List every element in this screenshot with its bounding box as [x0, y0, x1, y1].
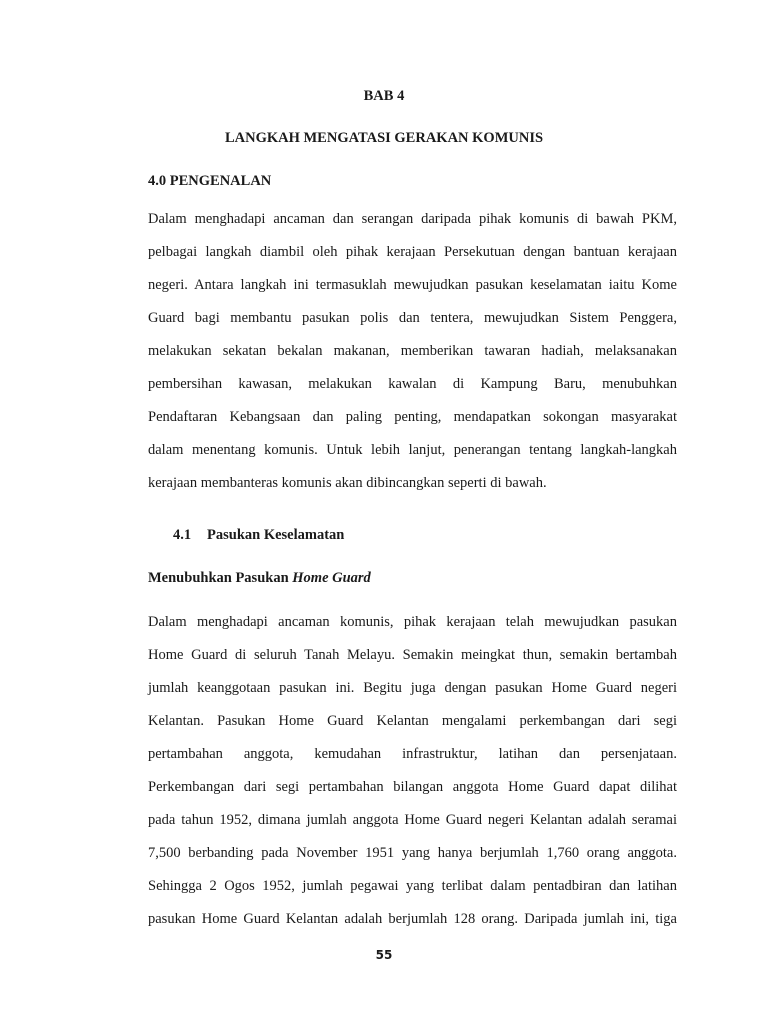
- paragraph-line: Home Guard di seluruh Tanah Melayu. Semakin meingkat thun, semakin bertambah: [148, 647, 677, 663]
- paragraph-line: pertambahan anggota, kemudahan infrastruktur, latihan dan persenjataan.: [148, 746, 677, 762]
- paragraph-line: pembersihan kawasan, melakukan kawalan di Kampung Baru, menubuhkan: [148, 376, 677, 392]
- paragraph-line: Sehingga 2 Ogos 1952, jumlah pegawai yang terlibat dalam pentadbiran dan latihan: [148, 878, 677, 894]
- chapter-label: BAB 4: [363, 88, 405, 104]
- subsection-number: 4.1: [173, 527, 192, 543]
- paragraph-line: dalam menentang komunis. Untuk lebih lanjut, penerangan tentang langkah-langkah: [148, 442, 677, 458]
- paragraph-line: Guard bagi membantu pasukan polis dan tentera, mewujudkan Sistem Penggera,: [148, 310, 677, 326]
- paragraph-line: negeri. Antara langkah ini termasuklah mewujudkan pasukan keselamatan iaitu Kome: [148, 277, 677, 293]
- subheading-home-guard: [148, 570, 371, 587]
- paragraph-line: pada tahun 1952, dimana jumlah anggota Home Guard negeri Kelantan adalah seramai: [148, 812, 677, 828]
- paragraph-line: 7,500 berbanding pada November 1951 yang hanya berjumlah 1,760 orang anggota.: [148, 845, 677, 861]
- subheading-prefix: Menubuhkan Pasukan: [148, 570, 293, 586]
- subsection-title: Pasukan Keselamatan: [207, 527, 345, 543]
- paragraph-line: Perkembangan dari segi pertambahan bilangan anggota Home Guard dapat dilihat: [148, 779, 677, 795]
- paragraph-line: melakukan sekatan bekalan makanan, memberikan tawaran hadiah, melaksanakan: [148, 343, 677, 359]
- section-heading-intro: 4.0 PENGENALAN: [148, 173, 272, 189]
- subsection-heading: [173, 527, 344, 544]
- paragraph-line: Kelantan. Pasukan Home Guard Kelantan mengalami perkembangan dari segi: [148, 713, 677, 729]
- paragraph-line: jumlah keanggotaan pasukan ini. Begitu juga dengan pasukan Home Guard negeri: [148, 680, 677, 696]
- subheading-italic: Home Guard: [292, 570, 371, 586]
- paragraph-line: Pendaftaran Kebangsaan dan paling penting, mendapatkan sokongan masyarakat: [148, 409, 677, 425]
- intro-paragraph: [148, 211, 677, 508]
- paragraph-line: Dalam menghadapi ancaman dan serangan daripada pihak komunis di bawah PKM,: [148, 211, 677, 227]
- chapter-title: LANGKAH MENGATASI GERAKAN KOMUNIS: [224, 130, 544, 146]
- paragraph-line: pasukan Home Guard Kelantan adalah berjumlah 128 orang. Daripada jumlah ini, tiga: [148, 911, 677, 927]
- paragraph-line: kerajaan membanteras komunis akan dibincangkan seperti di bawah.: [148, 475, 547, 491]
- page-number: 55: [375, 948, 393, 962]
- paragraph-line: pelbagai langkah diambil oleh pihak kerajaan Persekutuan dengan bantuan kerajaan: [148, 244, 677, 260]
- paragraph-line: Dalam menghadapi ancaman komunis, pihak kerajaan telah mewujudkan pasukan: [148, 614, 677, 630]
- body-paragraph: [148, 614, 677, 944]
